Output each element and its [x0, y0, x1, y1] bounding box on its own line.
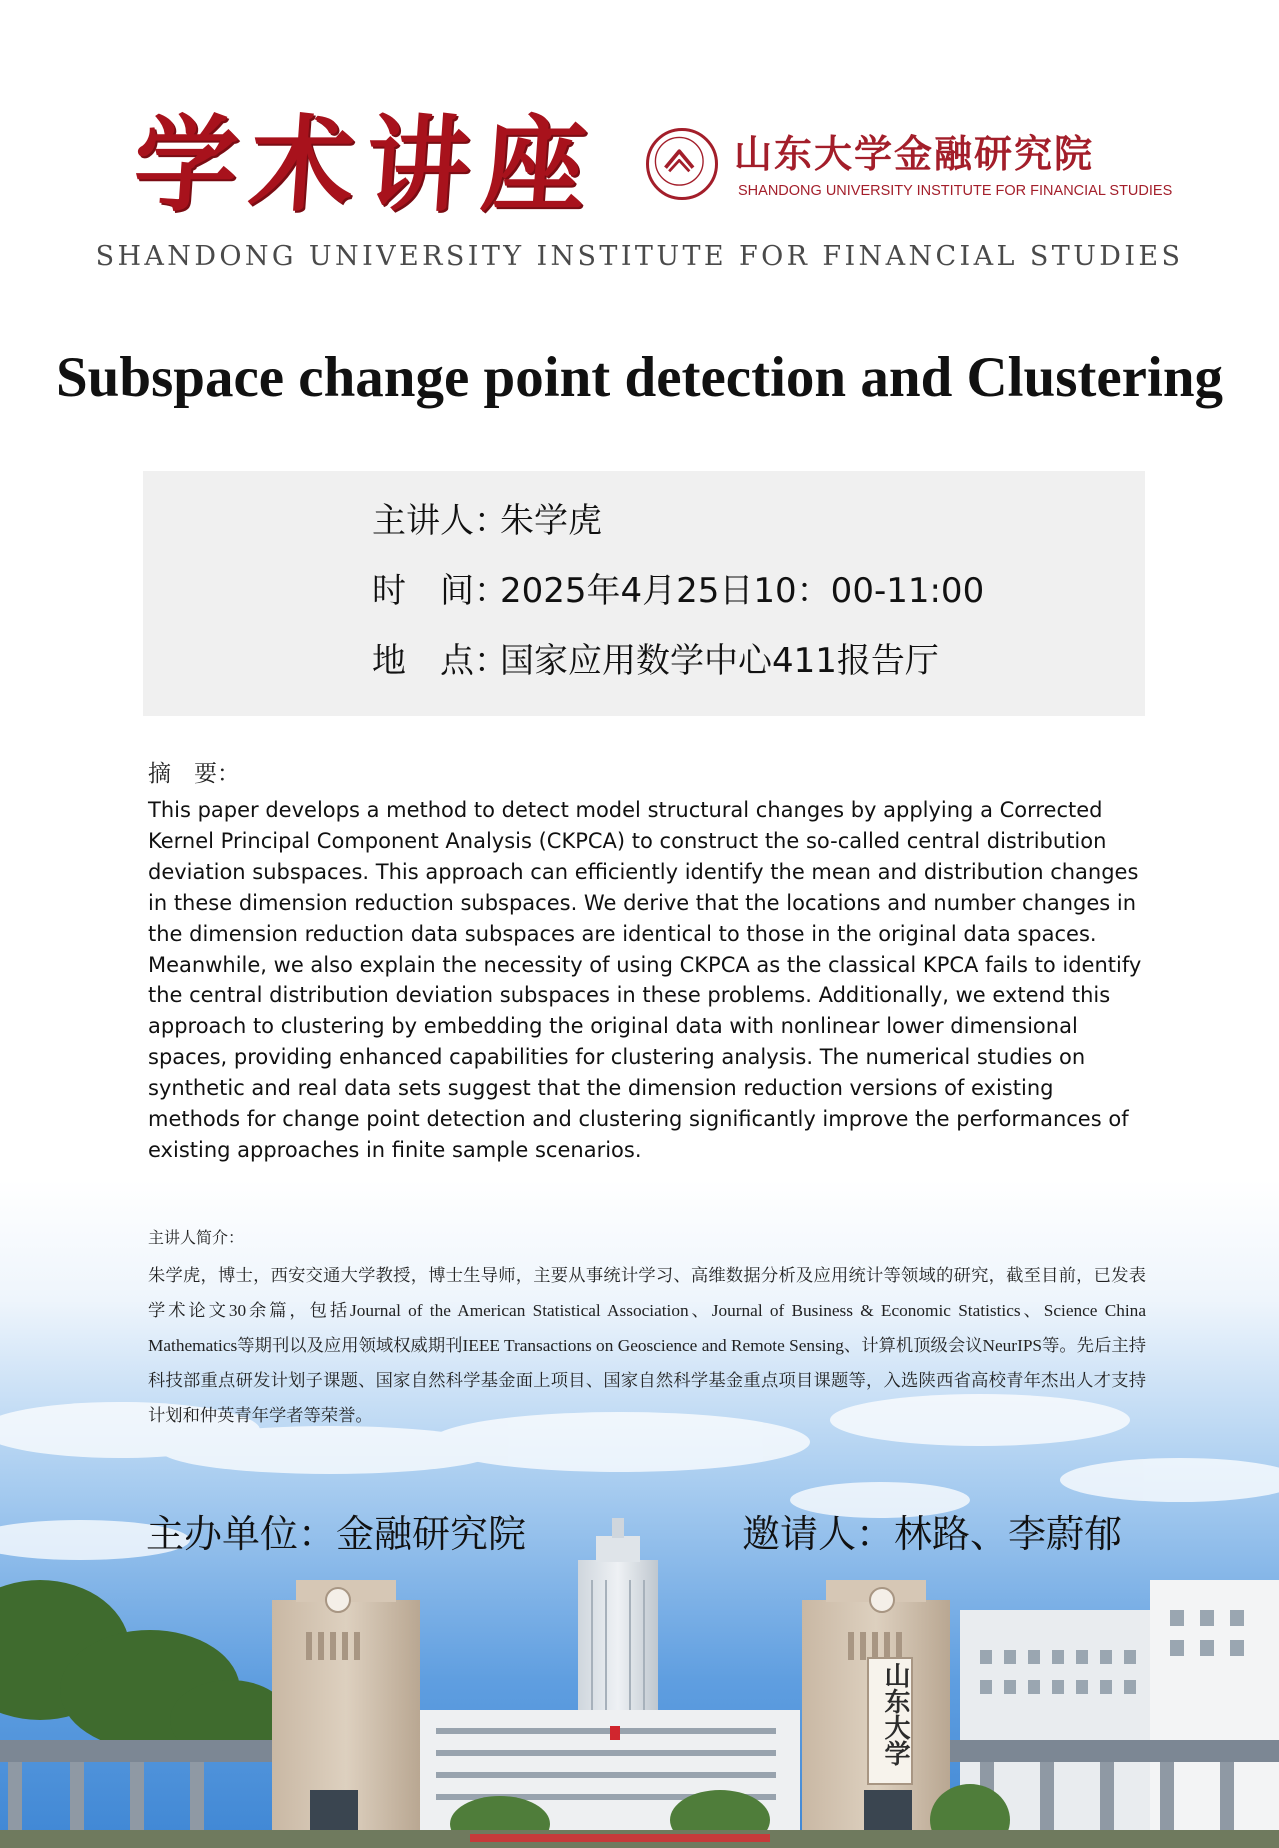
- lecture-time: 2025年4月25日10：00-11:00: [500, 571, 985, 611]
- place-label: 地 点：: [372, 641, 508, 681]
- bio-label: 主讲人简介：: [148, 1228, 245, 1247]
- inviter: 邀请人：林路、李蔚郁: [742, 1512, 1123, 1556]
- abstract-text: This paper develops a method to detect model structural changes by applying a Corrected Kernel Principal Component Analysis (CKPCA) to construct the so-called central distribution deviation subspaces. This approach can efficiently identify the mean and distribution changes in these dimension reduction subspaces. We derive that the locations and number changes in the dimension reduction data subspaces are identical to those in the original data spaces. Meanwhile, we also explain the necessity of using CKPCA as the classical KPCA fails to identify the central distribution deviation subspaces in these problems. Additionally, we extend this approach to clustering by embedding the original data with nonlinear lower dimensional spaces, providing enhanced capabilities for clustering analysis. The numerical studies on synthetic and real data sets suggest that the dimension reduction versions of existing methods for change point detection and clustering significantly improve the performances of existing approaches in finite sample scenarios.: [148, 798, 1142, 1162]
- pillar-inscription: 山东大学: [880, 1662, 910, 1766]
- university-seal-icon: [646, 128, 718, 200]
- organizer: 主办单位：金融研究院: [146, 1512, 527, 1556]
- time-row: [372, 567, 984, 615]
- lecture-place: 国家应用数学中心411报告厅: [500, 641, 939, 681]
- place-row: [372, 637, 939, 685]
- lecture-info-box: [143, 471, 1145, 716]
- time-label: 时 间：: [372, 571, 508, 611]
- speaker-label: 主讲人：: [372, 501, 508, 541]
- abstract-label: 摘 要：: [148, 761, 240, 787]
- institute-name-en-wide: SHANDONG UNIVERSITY INSTITUTE FOR FINANCIAL STUDIES: [95, 241, 1184, 272]
- speaker-row: [372, 497, 602, 545]
- speaker-name: 朱学虎: [500, 501, 602, 541]
- institute-name-cn: 山东大学金融研究院: [734, 131, 1095, 176]
- talk-title: Subspace change point detection and Clustering: [55, 346, 1224, 409]
- institute-name-en-small: SHANDONG UNIVERSITY INSTITUTE FOR FINANCIAL STUDIES: [738, 183, 1173, 199]
- bio-text: 朱学虎，博士，西安交通大学教授，博士生导师，主要从事统计学习、高维数据分析及应用统计等领域的研究，截至目前，已发表学术论文30余篇，包括Journal of the American Statistical Association、Journal of Business & Economic Statistics、Science China Mathematics等期刊以及应用领域权威期刊IEEE Transactions on Geoscience and Remote Sensing、计算机顶级会议NeurIPS等。先后主持科技部重点研发计划子课题、国家自然科学基金面上项目、国家自然科学基金重点项目课题等，入选陕西省高校青年杰出人才支持计划和仲英青年学者等荣誉。: [148, 1266, 1146, 1425]
- banner-title: 学术讲座: [129, 103, 603, 226]
